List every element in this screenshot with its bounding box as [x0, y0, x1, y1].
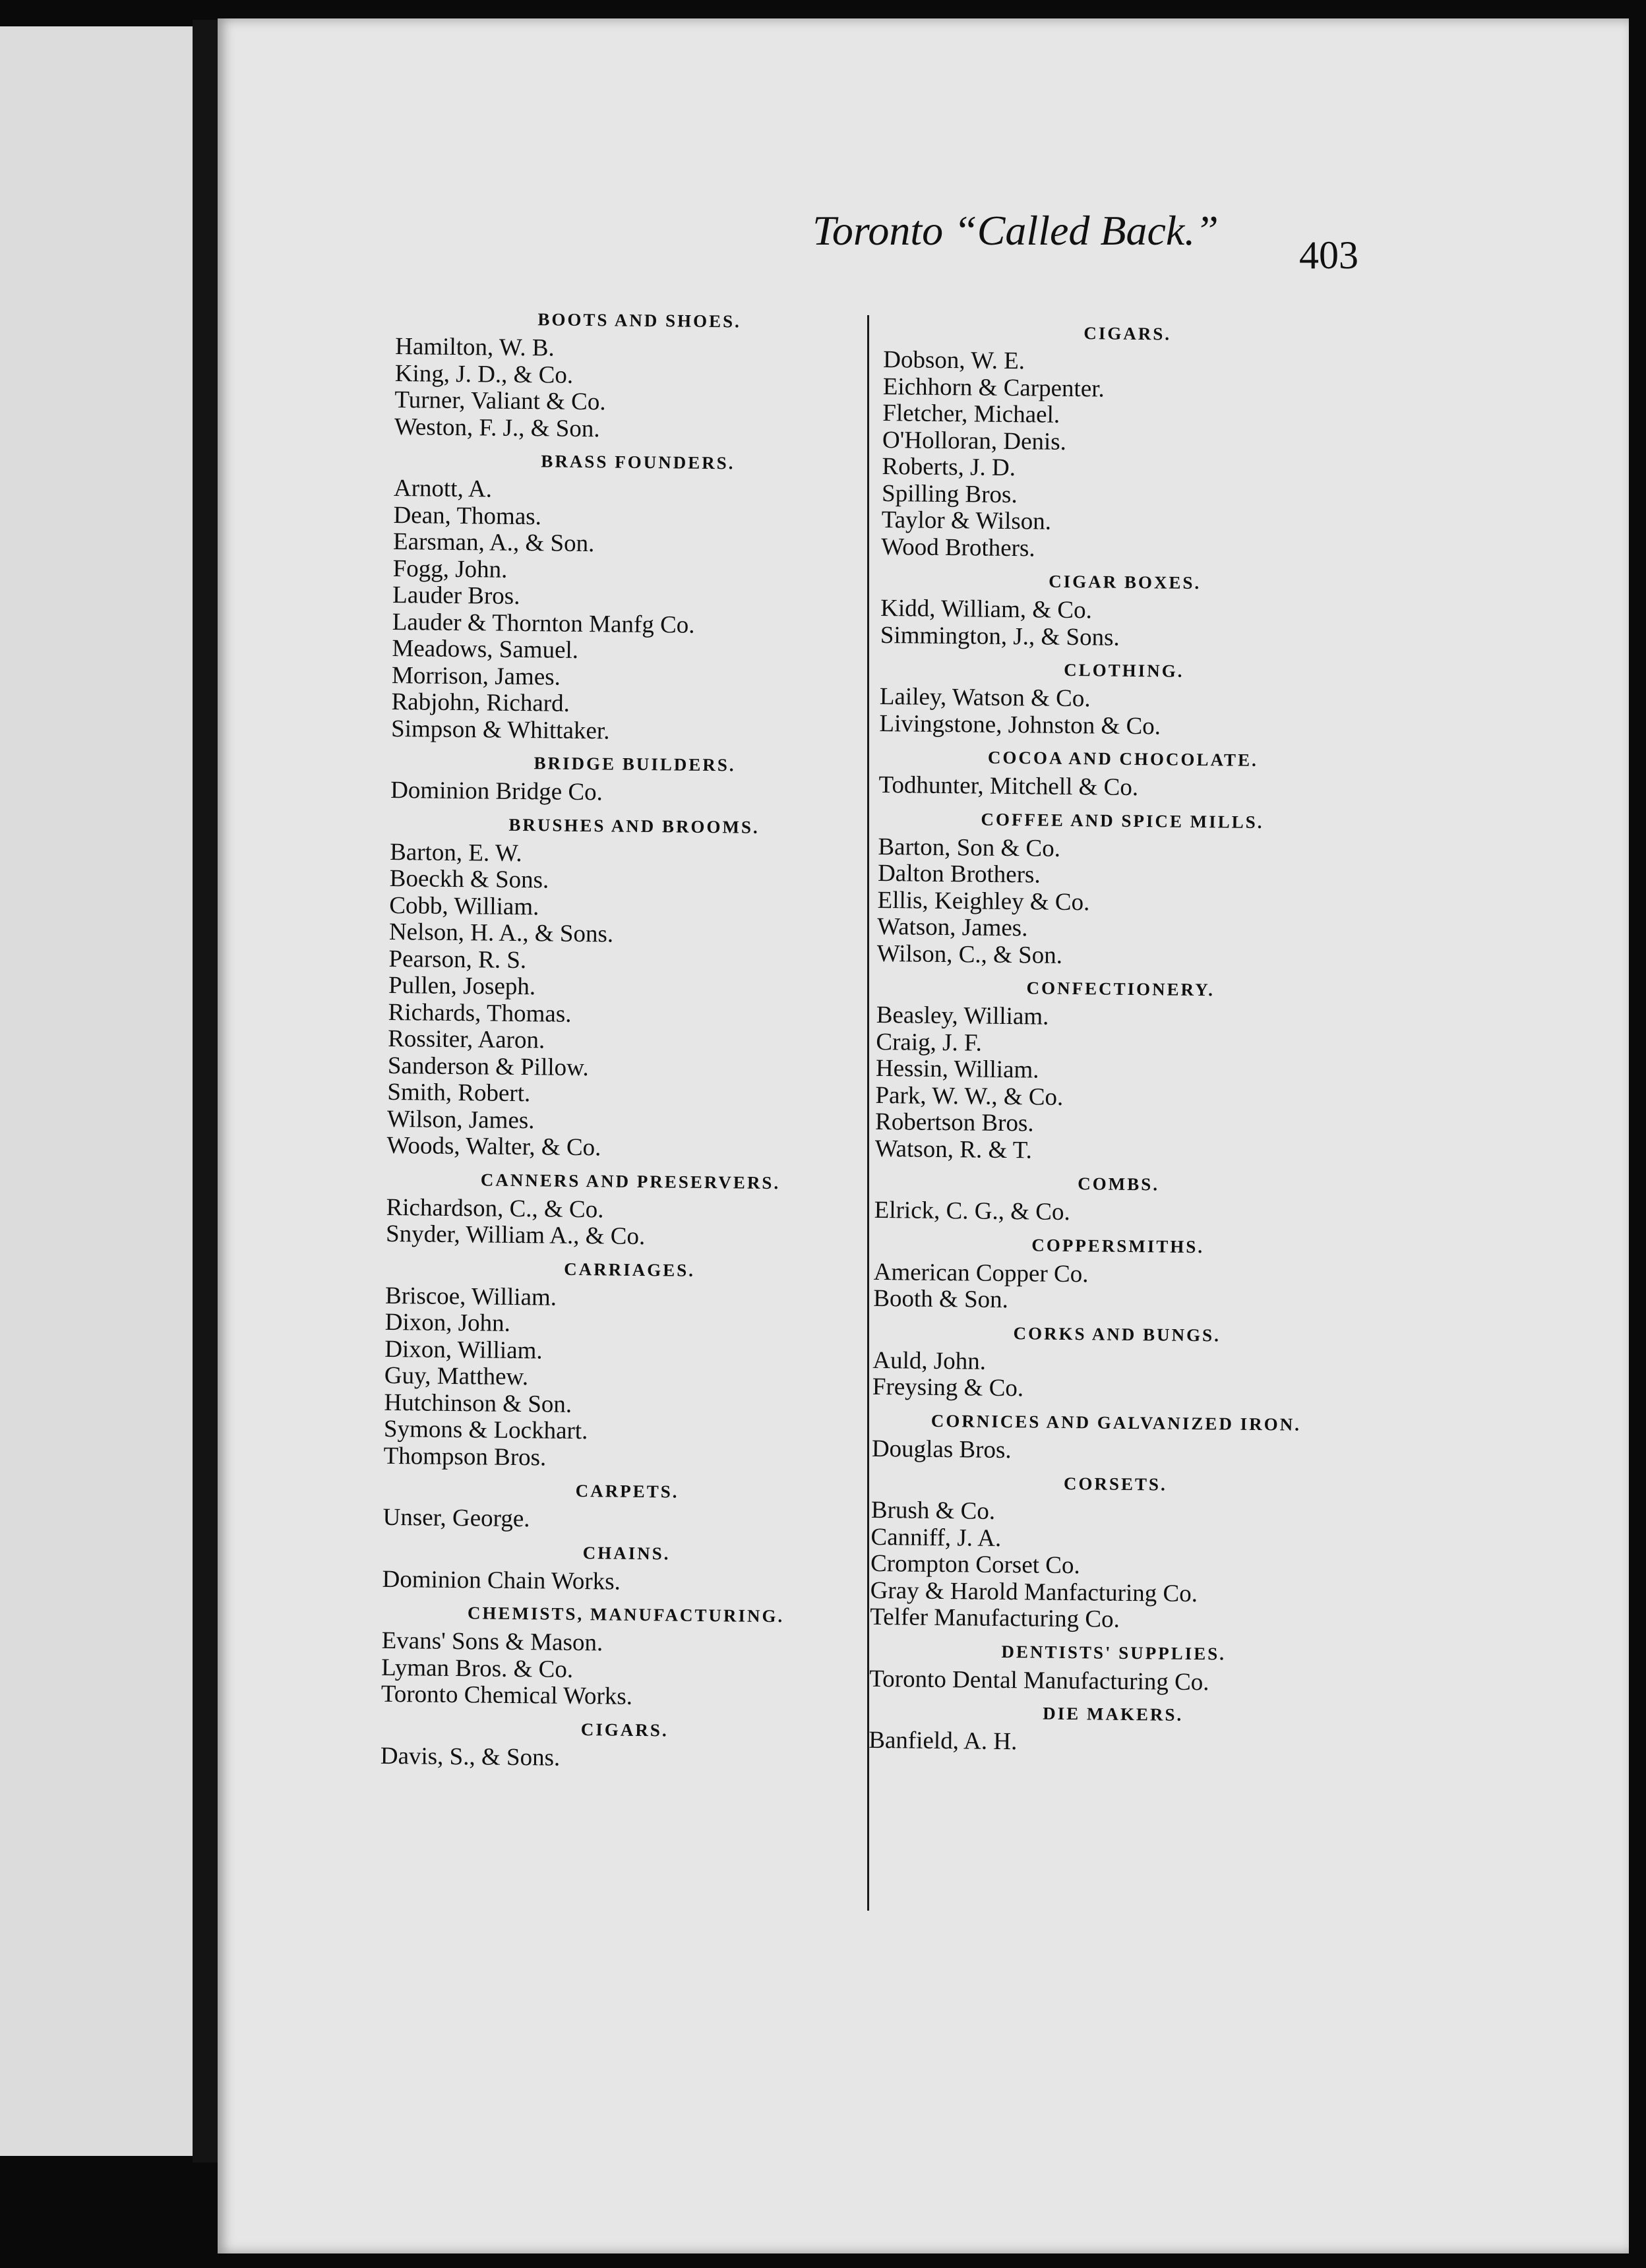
directory-entry: Wilson, James. — [386, 1105, 535, 1134]
running-head: Toronto “Called Back.” — [812, 207, 1219, 254]
directory-entry: Rossiter, Aaron. — [388, 1025, 545, 1054]
directory-entry: Dixon, John. — [384, 1308, 511, 1337]
directory-section — [878, 746, 1552, 806]
section-heading: BRUSHES AND BROOMS. — [508, 814, 760, 837]
directory-entry: Wilson, C., & Son. — [876, 940, 1063, 969]
directory-entry: Toronto Dental Manufacturing Co. — [869, 1665, 1209, 1696]
directory-entry: Kidd, William, & Co. — [880, 594, 1093, 624]
directory-entry: Dominion Bridge Co. — [390, 776, 603, 806]
section-heading: BRIDGE BUILDERS. — [533, 753, 736, 775]
directory-entry: Hutchinson & Son. — [384, 1388, 572, 1418]
directory-entry: Unser, George. — [382, 1503, 530, 1533]
section-heading: CARPETS. — [575, 1480, 679, 1502]
section-heading: COMBS. — [1078, 1174, 1160, 1195]
section-heading: CANNERS AND PRESERVERS. — [480, 1169, 781, 1193]
directory-entry: Weston, F. J., & Son. — [394, 413, 600, 442]
directory-entry: Evans' Sons & Mason. — [381, 1626, 603, 1657]
directory-entry: Craig, J. F. — [876, 1028, 983, 1057]
directory-entry: Spilling Bros. — [881, 479, 1018, 508]
directory-entry: Barton, E. W. — [389, 838, 522, 867]
directory-entry: Briscoe, William. — [384, 1282, 557, 1311]
section-heading: DIE MAKERS. — [1043, 1703, 1184, 1725]
directory-entry: Snyder, William A., & Co. — [385, 1220, 646, 1251]
directory-entry: Fogg, John. — [392, 554, 508, 583]
directory-page — [218, 18, 1629, 2253]
directory-entry: Pullen, Joseph. — [388, 971, 536, 1001]
directory-section — [874, 1172, 1548, 1231]
directory-entry: Turner, Valiant & Co. — [394, 386, 606, 416]
directory-entry: Richardson, C., & Co. — [386, 1193, 604, 1223]
section-heading: CORNICES AND GALVANIZED IRON. — [930, 1410, 1302, 1435]
directory-entry: Livingstone, Johnston & Co. — [879, 709, 1161, 740]
directory-entry: O'Holloran, Denis. — [882, 426, 1067, 456]
directory-entry: Booth & Son. — [873, 1284, 1009, 1314]
directory-entry: Sanderson & Pillow. — [387, 1052, 589, 1081]
directory-entry: Arnott, A. — [393, 474, 493, 503]
directory-entry: Todhunter, Mitchell & Co. — [878, 771, 1139, 802]
directory-entry: Earsman, A., & Son. — [392, 527, 595, 558]
directory-entry: Banfield, A. H. — [869, 1726, 1018, 1756]
directory-entry: Eichhorn & Carpenter. — [882, 373, 1105, 403]
section-heading: CORSETS. — [1063, 1473, 1167, 1495]
directory-entry: Roberts, J. D. — [882, 452, 1016, 482]
directory-entry: Woods, Walter, & Co. — [386, 1131, 601, 1162]
directory-entry: Telfer Manufacturing Co. — [870, 1603, 1120, 1633]
directory-entry: Rabjohn, Richard. — [391, 688, 570, 717]
section-heading: CIGAR BOXES. — [1049, 571, 1202, 593]
directory-entry: Dobson, W. E. — [883, 345, 1025, 375]
directory-entry: Dixon, William. — [384, 1335, 543, 1364]
directory-entry: Lauder & Thornton Manfg Co. — [392, 608, 695, 639]
directory-entry: Ellis, Keighley & Co. — [877, 886, 1090, 916]
directory-entry: Smith, Robert. — [387, 1078, 531, 1108]
directory-entry: Freysing & Co. — [872, 1373, 1024, 1402]
directory-entry: Crompton Corset Co. — [870, 1549, 1080, 1580]
directory-section — [874, 976, 1549, 1170]
directory-entry: Boeckh & Sons. — [389, 864, 549, 894]
page-number: 403 — [1299, 233, 1358, 277]
section-heading: CARRIAGES. — [564, 1259, 696, 1280]
right-column — [869, 312, 1556, 1765]
section-heading: CONFECTIONERY. — [1026, 978, 1215, 1000]
section-heading: CHAINS. — [582, 1542, 671, 1563]
section-heading: CIGARS. — [1083, 323, 1172, 344]
directory-entry: Pearson, R. S. — [388, 945, 527, 974]
section-heading: CHEMISTS, MANUFACTURING. — [467, 1603, 785, 1626]
section-heading: DENTISTS' SUPPLIES. — [1001, 1641, 1227, 1664]
directory-entry: Dalton Brothers. — [877, 859, 1041, 889]
directory-section — [872, 1410, 1545, 1469]
directory-entry: Davis, S., & Sons. — [380, 1742, 561, 1772]
book-binding-gutter — [193, 20, 218, 2163]
directory-entry: Lailey, Watson & Co. — [879, 682, 1091, 713]
directory-entry: Thompson Bros. — [383, 1442, 547, 1471]
directory-entry: Morrison, James. — [391, 661, 561, 691]
directory-entry: Richards, Thomas. — [388, 998, 572, 1028]
directory-entry: American Copper Co. — [873, 1258, 1089, 1288]
directory-entry: Canniff, J. A. — [870, 1523, 1002, 1552]
directory-section — [870, 1472, 1544, 1638]
directory-entry: Simpson & Whittaker. — [390, 715, 610, 744]
section-heading: CLOTHING. — [1064, 659, 1184, 681]
directory-entry: Taylor & Wilson. — [881, 506, 1052, 535]
directory-section — [873, 1233, 1546, 1319]
directory-entry: Toronto Chemical Works. — [381, 1680, 633, 1710]
directory-entry: Hessin, William. — [875, 1054, 1039, 1084]
directory-entry: Dean, Thomas. — [393, 501, 542, 530]
directory-entry: Auld, John. — [872, 1346, 987, 1375]
section-heading: BOOTS AND SHOES. — [537, 309, 741, 332]
section-heading: COCOA AND CHOCOLATE. — [987, 747, 1258, 770]
directory-section — [879, 658, 1552, 744]
section-heading: CIGARS. — [580, 1719, 669, 1740]
directory-entry: Cobb, William. — [389, 891, 539, 920]
directory-entry: Fletcher, Michael. — [882, 399, 1060, 429]
directory-entry: Douglas Bros. — [871, 1435, 1012, 1464]
directory-entry: Symons & Lockhart. — [383, 1415, 588, 1445]
directory-entry: Meadows, Samuel. — [392, 634, 579, 664]
directory-entry: Robertson Bros. — [874, 1108, 1034, 1137]
directory-section — [872, 1321, 1546, 1408]
directory-entry: Wood Brothers. — [881, 533, 1035, 562]
directory-entry: Park, W. W., & Co. — [875, 1081, 1064, 1111]
directory-entry: Beasley, William. — [876, 1001, 1049, 1030]
directory-entry: Watson, James. — [877, 912, 1028, 942]
directory-entry: King, J. D., & Co. — [394, 359, 574, 389]
directory-section — [877, 808, 1551, 974]
section-heading: CORKS AND BUNGS. — [1013, 1323, 1221, 1345]
directory-section — [881, 321, 1556, 568]
directory-entry: Nelson, H. A., & Sons. — [388, 918, 614, 948]
facing-page-edge — [0, 26, 193, 2156]
section-heading: BRASS FOUNDERS. — [541, 451, 735, 473]
directory-section — [880, 570, 1554, 656]
directory-entry: Brush & Co. — [870, 1496, 996, 1525]
directory-entry: Gray & Harold Manfacturing Co. — [870, 1576, 1198, 1607]
directory-entry: Guy, Matthew. — [384, 1361, 529, 1391]
directory-entry: Lyman Bros. & Co. — [381, 1654, 574, 1683]
directory-entry: Simmington, J., & Sons. — [880, 621, 1120, 651]
directory-entry: Watson, R. & T. — [874, 1135, 1033, 1164]
section-heading: COPPERSMITHS. — [1031, 1234, 1205, 1257]
directory-entry: Dominion Chain Works. — [382, 1565, 621, 1596]
directory-section — [869, 1640, 1542, 1699]
directory-entry: Hamilton, W. B. — [395, 332, 555, 362]
section-heading: COFFEE AND SPICE MILLS. — [981, 809, 1264, 832]
directory-section — [869, 1702, 1542, 1761]
directory-entry: Barton, Son & Co. — [878, 833, 1061, 862]
directory-entry: Elrick, C. G., & Co. — [874, 1196, 1070, 1226]
directory-entry: Lauder Bros. — [392, 581, 520, 610]
